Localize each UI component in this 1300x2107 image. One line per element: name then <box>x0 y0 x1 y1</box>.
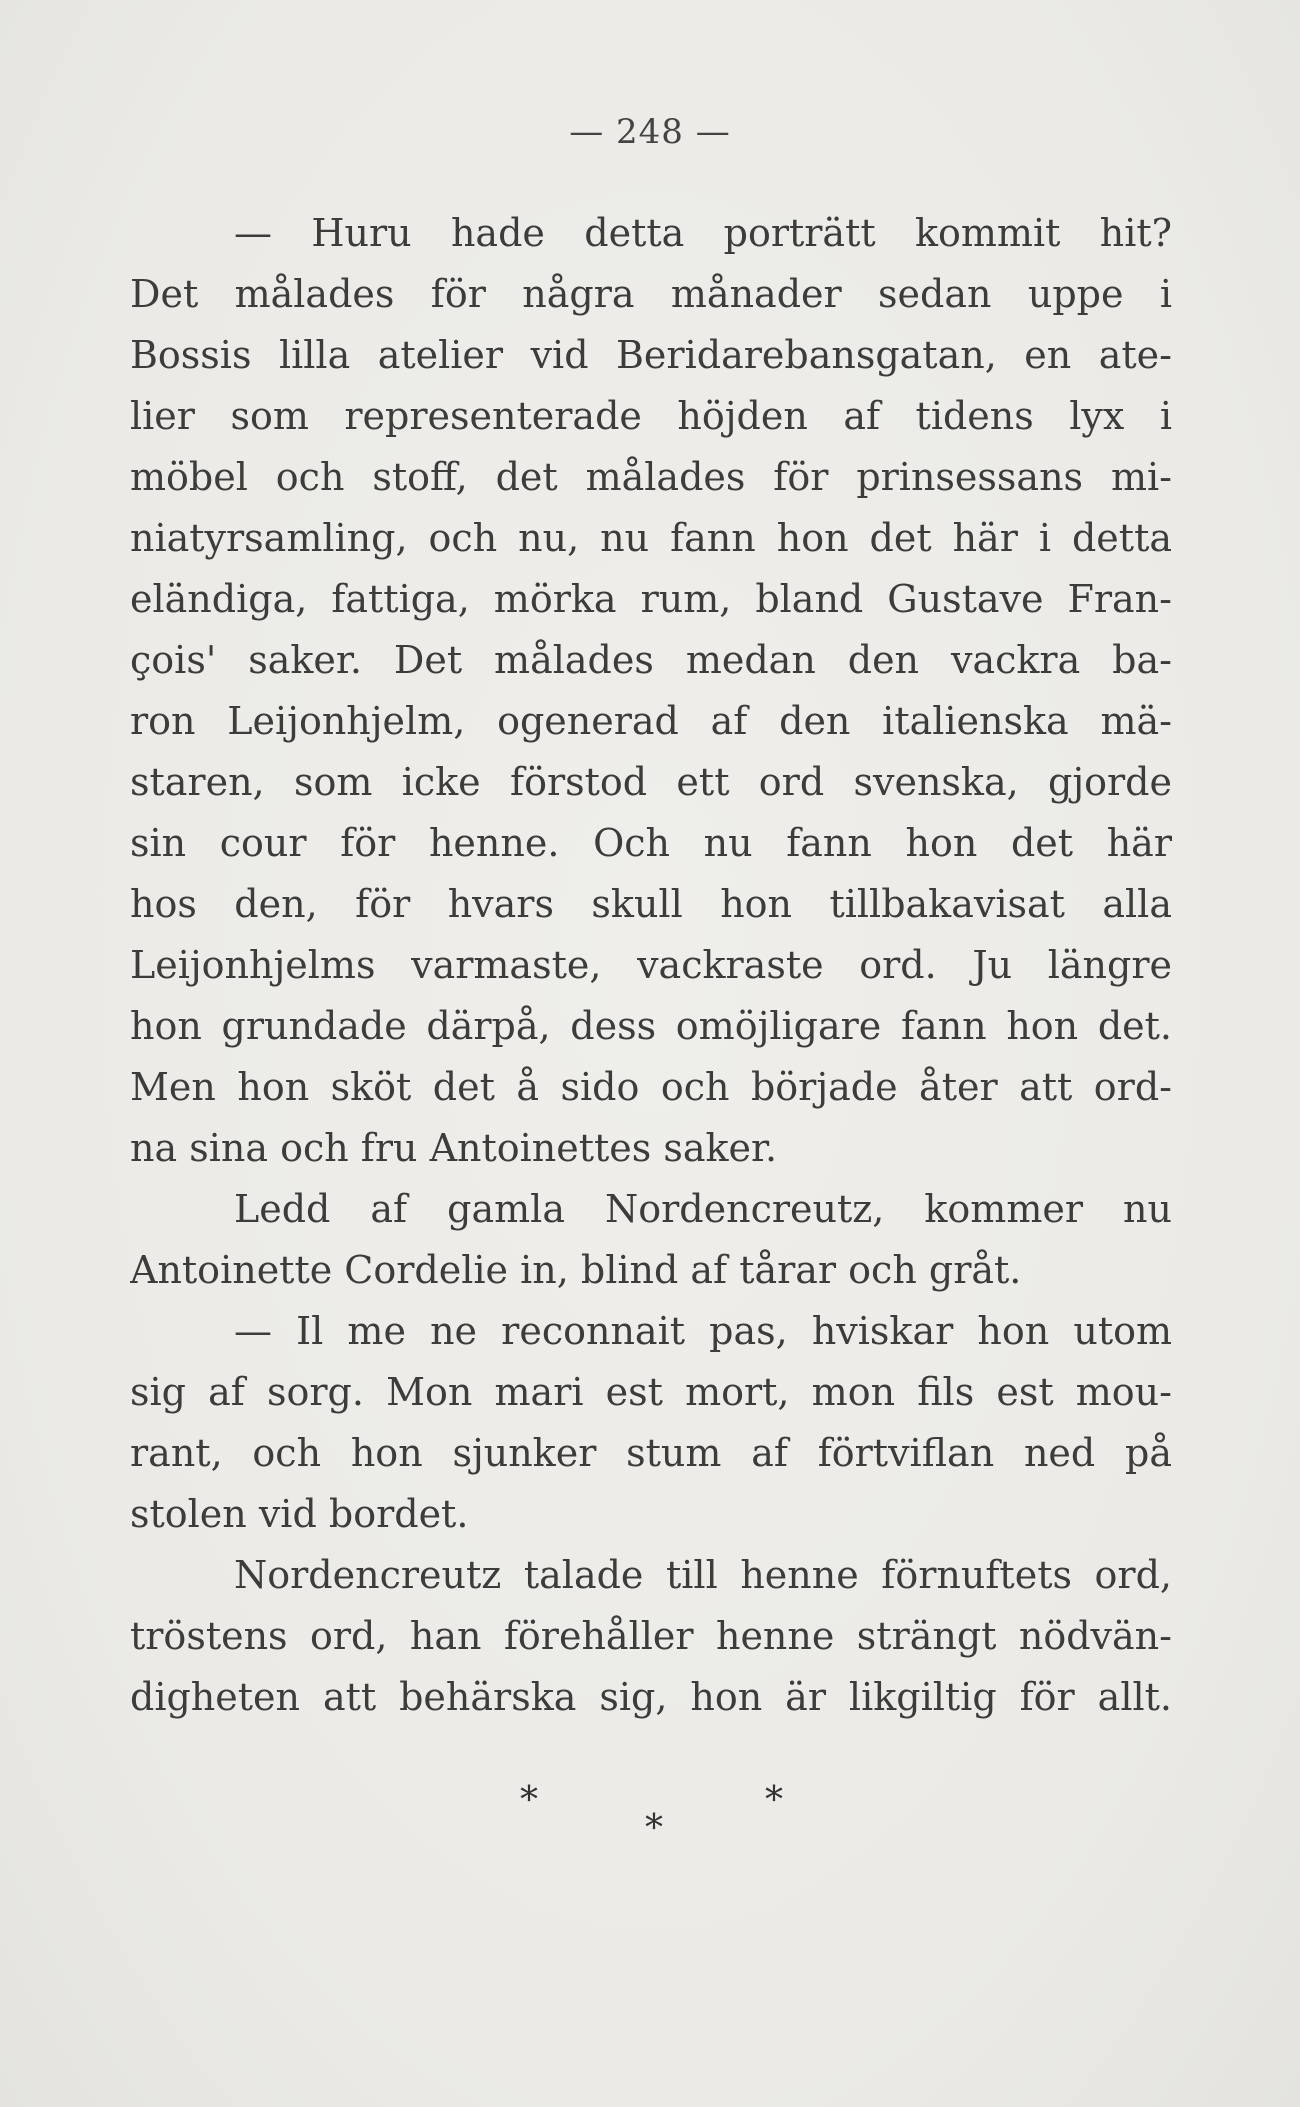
asterisk-center: * <box>645 1808 663 1849</box>
text-line: digheten att behärska sig, hon är likgiltig för allt. <box>130 1675 1172 1719</box>
text-line: lier som representerade höjden af tidens lyx i <box>130 394 1172 438</box>
text-line: hon grundade därpå, dess omöjligare fann hon det. <box>130 1004 1172 1048</box>
text-line: na sina och fru Antoinettes saker. <box>130 1126 778 1170</box>
text-line: hos den, för hvars skull hon tillbakavisat alla <box>130 882 1172 926</box>
text-line: ron Leijonhjelm, ogenerad af den italienska mä- <box>130 699 1172 743</box>
text-line: stolen vid bordet. <box>130 1492 469 1536</box>
text-line: staren, som icke förstod ett ord svenska, gjorde <box>130 760 1172 804</box>
asterisk-right: * <box>765 1780 783 1821</box>
asterisk-left: * <box>520 1780 538 1821</box>
text-line: eländiga, fattiga, mörka rum, bland Gustave Fran- <box>130 577 1172 621</box>
text-line: sin cour för henne. Och nu fann hon det här <box>130 821 1172 865</box>
text-line: Leijonhjelms varmaste, vackraste ord. Ju längre <box>130 943 1172 987</box>
text-line: Ledd af gamla Nordencreutz, kommer nu <box>234 1187 1172 1231</box>
text-line: Nordencreutz talade till henne förnuftets ord, <box>234 1553 1172 1597</box>
text-line: Antoinette Cordelie in, blind af tårar och gråt. <box>130 1248 1022 1292</box>
text-line: — Huru hade detta porträtt kommit hit? <box>234 211 1172 255</box>
section-break-asterisks <box>0 1780 1300 1860</box>
text-line: niatyrsamling, och nu, nu fann hon det här i detta <box>130 516 1172 560</box>
text-line: tröstens ord, han förehåller henne strängt nödvän- <box>130 1614 1172 1658</box>
text-line: rant, och hon sjunker stum af förtviflan ned på <box>130 1431 1172 1475</box>
text-line: möbel och stoff, det målades för prinsessans mi- <box>130 455 1172 499</box>
body-text <box>130 203 1172 1728</box>
text-line: — Il me ne reconnait pas, hviskar hon utom <box>234 1309 1172 1353</box>
text-line: çois' saker. Det målades medan den vackra ba- <box>130 638 1172 682</box>
text-line: Det målades för några månader sedan uppe i <box>130 272 1172 316</box>
text-line: sig af sorg. Mon mari est mort, mon fils est mou- <box>130 1370 1172 1414</box>
text-line: Men hon sköt det å sido och började åter att ord- <box>130 1065 1172 1109</box>
text-line: Bossis lilla atelier vid Beridarebansgatan, en ate- <box>130 333 1172 377</box>
page-number: — 248 — <box>569 112 731 152</box>
